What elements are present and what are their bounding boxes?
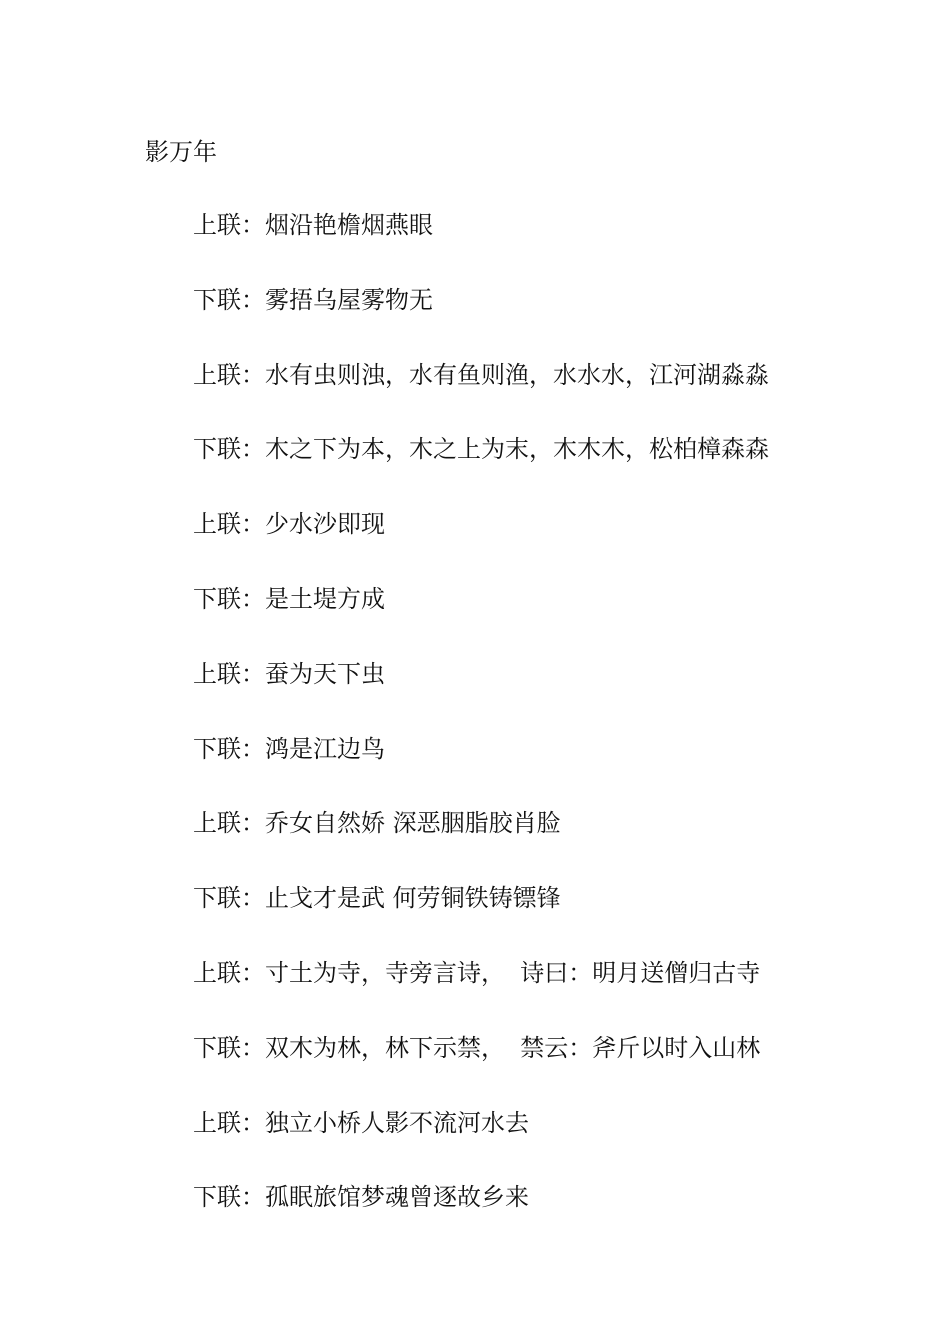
- couplet-line: 下联：鸿是江边鸟: [193, 734, 385, 763]
- couplet-line: 上联：独立小桥人影不流河水去: [193, 1108, 529, 1137]
- couplet-line: 上联：少水沙即现: [193, 510, 385, 539]
- couplet-line: 上联：乔女自然娇 深恶胭脂胶肖脸: [193, 809, 561, 838]
- couplet-list: [193, 207, 769, 1254]
- heading-text: 影万年: [145, 138, 217, 166]
- couplet-line: 下联：止戈才是武 何劳铜铁铸镖锋: [193, 884, 561, 913]
- couplet-line: 上联：蚕为天下虫: [193, 659, 385, 688]
- couplet-line: 下联：是土堤方成: [193, 584, 385, 613]
- couplet-line: 下联：雾捂乌屋雾物无: [193, 285, 433, 314]
- couplet-line: 上联：寸土为寺，寺旁言诗， 诗曰：明月送僧归古寺: [193, 958, 761, 987]
- couplet-line: 上联：烟沿艳檐烟燕眼: [193, 211, 433, 239]
- couplet-line: 下联：木之下为本，木之上为末，木木木，松柏樟森森: [193, 435, 769, 464]
- couplet-line: 上联：水有虫则浊，水有鱼则渔，水水水，江河湖淼淼: [193, 360, 769, 389]
- couplet-line: 下联：双木为林，林下示禁， 禁云：斧斤以时入山林: [193, 1033, 761, 1062]
- couplet-line: 下联：孤眠旅馆梦魂曾逐故乡来: [193, 1183, 529, 1212]
